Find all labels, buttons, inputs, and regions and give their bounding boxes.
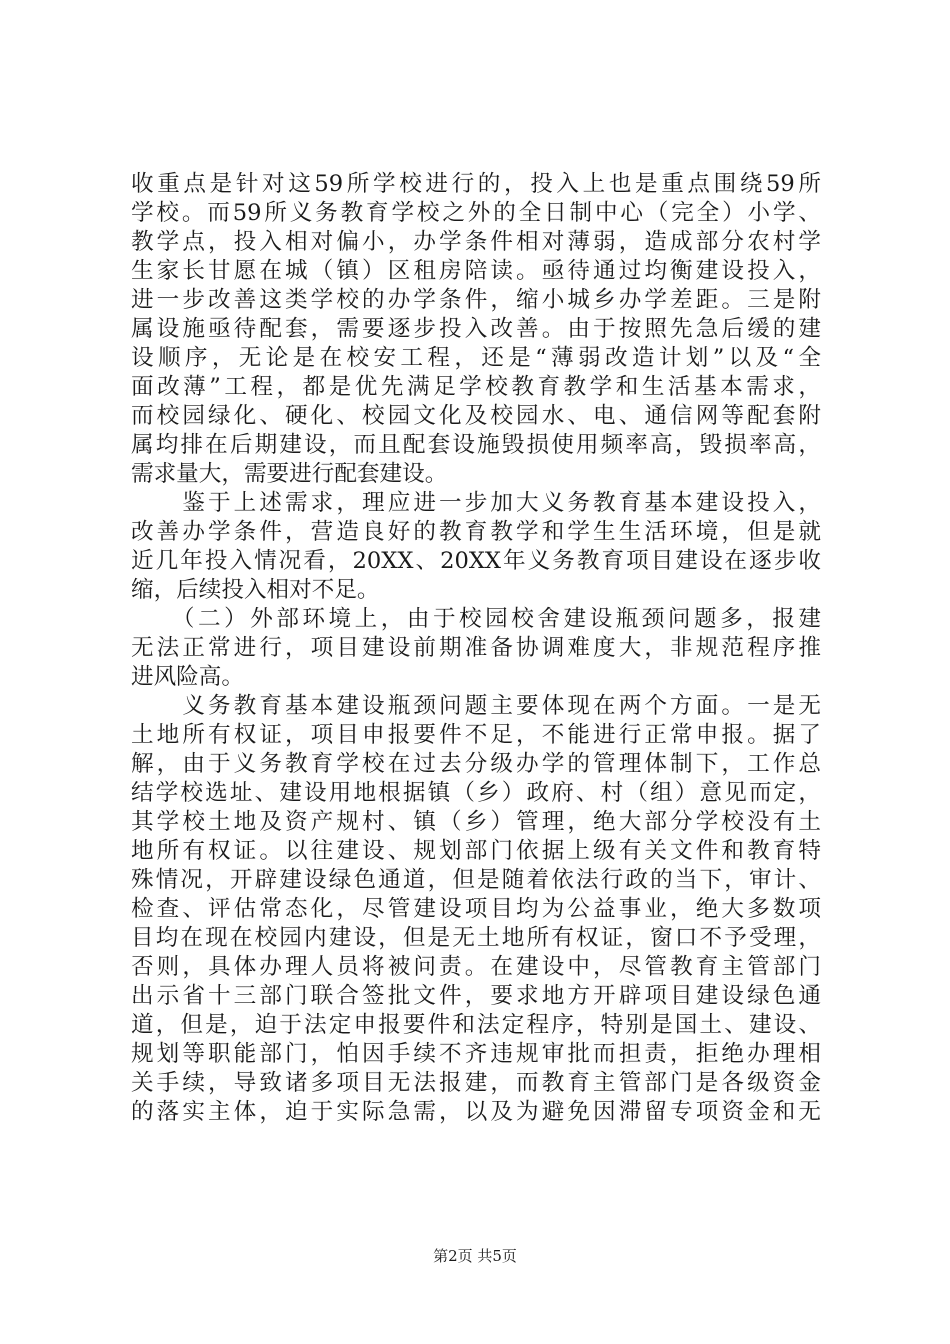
text-line: （二）外部环境上，由于校园校舍建设瓶颈问题多，报建 xyxy=(131,606,821,632)
text-line: 目均在现在校园内建设，但是无土地所有权证，窗口不予受理， xyxy=(131,925,821,951)
text-line: 的落实主体，迫于实际急需，以及为避免因滞留专项资金和无 xyxy=(131,1099,821,1125)
text-line: 收重点是针对这59所学校进行的，投入上也是重点围绕59所 xyxy=(131,171,821,197)
text-line: 出示省十三部门联合签批文件，要求地方开辟项目建设绿色通 xyxy=(131,983,821,1009)
text-line: 结学校选址、建设用地根据镇（乡）政府、村（组）意见而定， xyxy=(131,780,821,806)
text-line: 道，但是，迫于法定申报要件和法定程序，特别是国土、建设、 xyxy=(131,1012,821,1038)
text-line: 土地所有权证，项目申报要件不足，不能进行正常申报。据了 xyxy=(131,722,821,748)
text-line: 而校园绿化、硬化、校园文化及校园水、电、通信网等配套附 xyxy=(131,403,821,429)
text-line: 其学校土地及资产规村、镇（乡）管理，绝大部分学校没有土 xyxy=(131,809,821,835)
text-line: 殊情况，开辟建设绿色通道，但是随着依法行政的当下，审计、 xyxy=(131,867,821,893)
text-line: 生家长甘愿在城（镇）区租房陪读。亟待通过均衡建设投入， xyxy=(131,258,821,284)
text-line: 关手续，导致诸多项目无法报建，而教育主管部门是各级资金 xyxy=(131,1070,821,1096)
text-line: 属设施亟待配套，需要逐步投入改善。由于按照先急后缓的建 xyxy=(131,316,821,342)
page-footer: 第2页 共5页 xyxy=(433,1247,517,1265)
text-line: 需求量大，需要进行配套建设。 xyxy=(131,461,448,487)
text-line: 近几年投入情况看，20XX、20XX年义务教育项目建设在逐步收 xyxy=(131,548,821,574)
text-line: 否则，具体办理人员将被问责。在建设中，尽管教育主管部门 xyxy=(131,954,821,980)
text-line: 检查、评估常态化，尽管建设项目均为公益事业，绝大多数项 xyxy=(131,896,821,922)
text-line: 规划等职能部门，怕因手续不齐违规审批而担责，拒绝办理相 xyxy=(131,1041,821,1067)
text-line: 面改薄”工程，都是优先满足学校教育教学和生活基本需求， xyxy=(131,374,821,400)
text-line: 义务教育基本建设瓶颈问题主要体现在两个方面。一是无 xyxy=(131,693,821,719)
text-line: 进一步改善这类学校的办学条件，缩小城乡办学差距。三是附 xyxy=(131,287,821,313)
text-line: 地所有权证。以往建设、规划部门依据上级有关文件和教育特 xyxy=(131,838,821,864)
text-line: 进风险高。 xyxy=(131,664,244,690)
text-line: 教学点，投入相对偏小，办学条件相对薄弱，造成部分农村学 xyxy=(131,229,821,255)
text-line: 改善办学条件，营造良好的教育教学和学生生活环境，但是就 xyxy=(131,519,821,545)
text-line: 学校。而59所义务教育学校之外的全日制中心（完全）小学、 xyxy=(131,200,821,226)
text-line: 属均排在后期建设，而且配套设施毁损使用频率高，毁损率高， xyxy=(131,432,821,458)
text-line: 鉴于上述需求，理应进一步加大义务教育基本建设投入， xyxy=(131,490,821,516)
text-line: 设顺序，无论是在校安工程，还是“薄弱改造计划”以及“全 xyxy=(131,345,821,371)
text-line: 缩，后续投入相对不足。 xyxy=(131,577,380,603)
text-line: 无法正常进行，项目建设前期准备协调难度大，非规范程序推 xyxy=(131,635,821,661)
text-line: 解，由于义务教育学校在过去分级办学的管理体制下，工作总 xyxy=(131,751,821,777)
document-body xyxy=(131,170,821,1127)
